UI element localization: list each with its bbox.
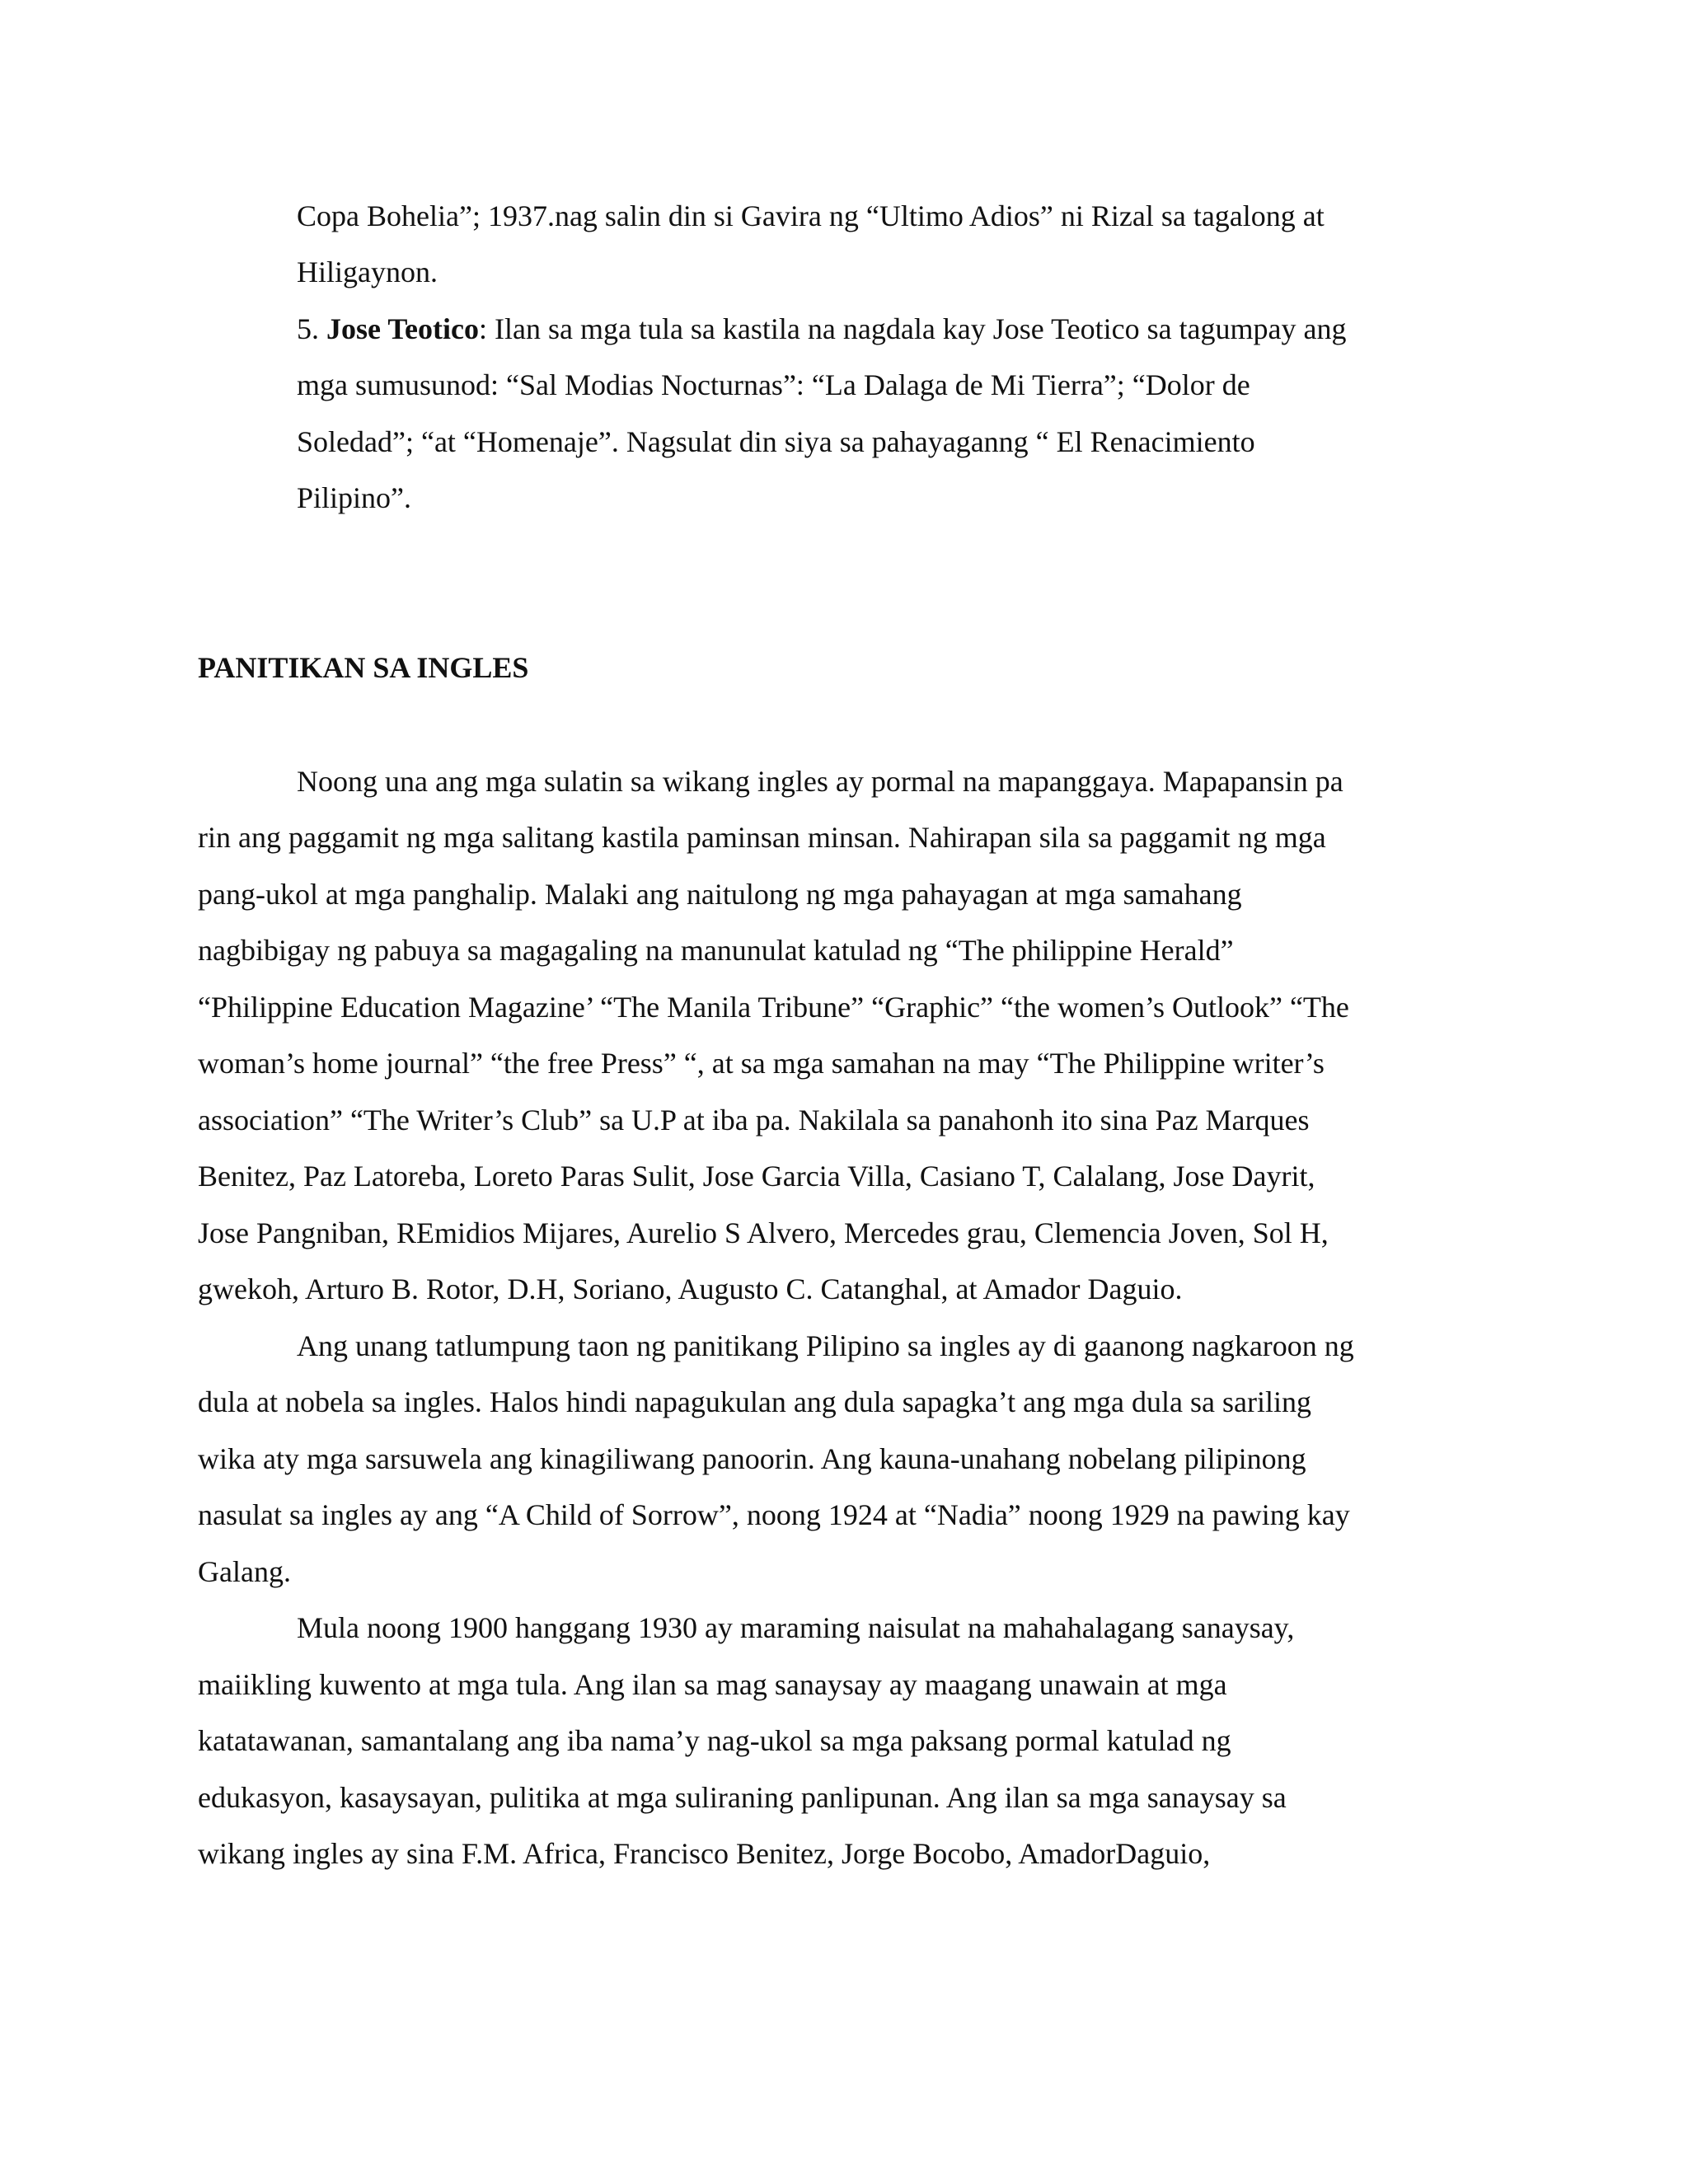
paragraph-1-line: Benitez, Paz Latoreba, Loreto Paras Sulit, Jose Garcia Villa, Casiano T, Calalang, Jose Dayrit,: [198, 1160, 1315, 1193]
paragraph-2-line: nasulat sa ingles ay ang “A Child of Sorrow”, noong 1924 at “Nadia” noong 1929 na pawing kay: [198, 1498, 1350, 1531]
paragraph-2-line: wika aty mga sarsuwela ang kinagiliwang panoorin. Ang kauna-unahang nobelang pilipinong: [198, 1442, 1306, 1475]
paragraph-3-line: katatawanan, samantalang ang iba nama’y nag-ukol sa mga paksang pormal katulad ng: [198, 1724, 1231, 1757]
paragraph-1-line: “Philippine Education Magazine’ “The Manila Tribune” “Graphic” “the women’s Outlook” “The: [198, 991, 1349, 1024]
paragraph-1-line: association” “The Writer’s Club” sa U.P at iba pa. Nakilala sa panahonh ito sina Paz Marques: [198, 1104, 1310, 1137]
list-item-5-first-line: [297, 301, 1347, 358]
list-item-name: Jose Teotico: [326, 312, 479, 345]
list-continuation-line: Hiligaynon.: [297, 255, 438, 288]
paragraph-1-line: Jose Pangniban, REmidios Mijares, Aurelio S Alvero, Mercedes grau, Clemencia Joven, Sol H,: [198, 1216, 1329, 1249]
paragraph-2-line: Ang unang tatlumpung taon ng panitikang Pilipino sa ingles ay di gaanong nagkaroon ng: [297, 1329, 1354, 1362]
list-item-5-line: Pilipino”.: [297, 481, 412, 514]
paragraph-3-line: edukasyon, kasaysayan, pulitika at mga suliraning panlipunan. Ang ilan sa mga sanaysay sa: [198, 1781, 1287, 1814]
paragraph-1-line: pang-ukol at mga panghalip. Malaki ang naitulong ng mga pahayagan at mga samahang: [198, 878, 1242, 911]
list-item-text: : Ilan sa mga tula sa kastila na nagdala kay Jose Teotico sa tagumpay ang: [479, 312, 1347, 345]
list-item-5-line: mga sumusunod: “Sal Modias Nocturnas”: “La Dalaga de Mi Tierra”; “Dolor de: [297, 368, 1250, 401]
paragraph-2-line: dula at nobela sa ingles. Halos hindi napagukulan ang dula sapagka’t ang mga dula sa sariling: [198, 1385, 1311, 1418]
paragraph-3-line: maiikling kuwento at mga tula. Ang ilan sa mag sanaysay ay maagang unawain at mga: [198, 1668, 1227, 1701]
list-item-5-line: Soledad”; “at “Homenaje”. Nagsulat din siya sa pahayaganng “ El Renacimiento: [297, 425, 1255, 458]
list-item-number: 5.: [297, 312, 319, 345]
paragraph-3-line: Mula noong 1900 hanggang 1930 ay maraming naisulat na mahahalagang sanaysay,: [297, 1611, 1295, 1644]
list-continuation-line: Copa Bohelia”; 1937.nag salin din si Gavira ng “Ultimo Adios” ni Rizal sa tagalong at: [297, 199, 1325, 232]
paragraph-3-line: wikang ingles ay sina F.M. Africa, Francisco Benitez, Jorge Bocobo, AmadorDaguio,: [198, 1837, 1211, 1870]
paragraph-2-line: Galang.: [198, 1555, 291, 1588]
paragraph-1-line: gwekoh, Arturo B. Rotor, D.H, Soriano, Augusto C. Catanghal, at Amador Daguio.: [198, 1272, 1183, 1305]
paragraph-1-line: woman’s home journal” “the free Press” “, at sa mga samahan na may “The Philippine writer’s: [198, 1047, 1325, 1080]
paragraph-1-line: rin ang paggamit ng mga salitang kastila paminsan minsan. Nahirapan sila sa paggamit ng mga: [198, 821, 1326, 854]
paragraph-1-line: Noong una ang mga sulatin sa wikang ingles ay pormal na mapanggaya. Mapapansin pa: [297, 765, 1343, 798]
section-heading: PANITIKAN SA INGLES: [198, 651, 529, 684]
paragraph-1-line: nagbibigay ng pabuya sa magagaling na manunulat katulad ng “The philippine Herald”: [198, 934, 1234, 967]
